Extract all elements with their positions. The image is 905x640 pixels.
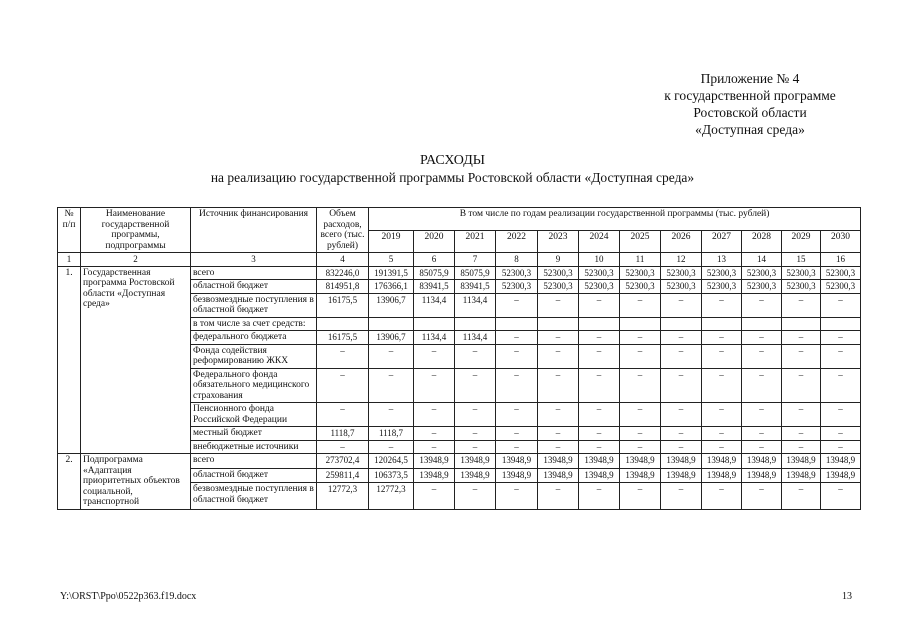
header-year: 2023 [538,230,579,253]
year-value: 52300,3 [821,280,861,294]
year-value: 52300,3 [742,280,782,294]
year-value: – [496,344,538,368]
year-value [620,317,661,331]
year-value: – [661,344,702,368]
year-value: – [821,344,861,368]
year-value: – [369,403,414,427]
table-row [58,266,861,280]
annex-line-3: Ростовской области [693,105,807,120]
year-value: 13948,9 [742,468,782,483]
year-value: 13948,9 [661,468,702,483]
year-value: – [538,293,579,317]
year-value: – [455,344,496,368]
year-value [414,317,455,331]
header-year: 2021 [455,230,496,253]
year-value: 52300,3 [782,280,821,294]
table-row [58,454,861,469]
year-value: – [414,483,455,509]
header-year: 2030 [821,230,861,253]
year-value: 1118,7 [369,427,414,441]
year-value: 52300,3 [821,266,861,280]
year-value: 52300,3 [702,266,742,280]
year-value: – [661,403,702,427]
year-value: 13906,7 [369,293,414,317]
total-value: 259811,4 [317,468,369,483]
expenses-table [57,207,861,510]
column-number: 7 [455,253,496,267]
year-value: 13948,9 [742,454,782,469]
year-value: – [455,403,496,427]
funding-source: всего [191,266,317,280]
year-value: – [496,483,538,509]
document-title [0,152,905,187]
year-value: – [661,440,702,454]
year-value: – [414,368,455,403]
year-value: 13906,7 [369,331,414,345]
year-value: 13948,9 [620,468,661,483]
title-line-1: РАСХОДЫ [420,153,485,168]
annex-line-2: к государственной программе [664,88,836,103]
annex-block [560,70,905,138]
year-value: – [579,403,620,427]
year-value: – [369,440,414,454]
column-number: 1 [58,253,81,267]
year-value: 13948,9 [455,454,496,469]
funding-source: безвозмездные поступления в областной бюджет [191,483,317,509]
year-value: 191391,5 [369,266,414,280]
year-value: 52300,3 [661,266,702,280]
year-value: 85075,9 [455,266,496,280]
year-value: 1134,4 [455,293,496,317]
footer-file-path: Y:\ORST\Ppo\0522p363.f19.docx [60,591,197,602]
funding-source: всего [191,454,317,469]
year-value: 1134,4 [455,331,496,345]
year-value: – [579,344,620,368]
year-value: – [455,483,496,509]
year-value: – [782,403,821,427]
year-value: – [538,403,579,427]
header-year: 2028 [742,230,782,253]
year-value: – [742,293,782,317]
year-value: – [661,293,702,317]
column-number: 4 [317,253,369,267]
year-value: 13948,9 [782,454,821,469]
row-number: 1. [58,266,81,454]
year-value: 52300,3 [702,280,742,294]
year-value: – [742,331,782,345]
year-value: – [702,331,742,345]
year-value: – [821,368,861,403]
header-year: 2027 [702,230,742,253]
year-value: – [369,368,414,403]
row-number: 2. [58,454,81,510]
year-value: 13948,9 [496,468,538,483]
year-value: – [661,368,702,403]
funding-source: областной бюджет [191,280,317,294]
total-value: 12772,3 [317,483,369,509]
year-value: – [538,483,579,509]
year-value [821,317,861,331]
year-value: 13948,9 [579,454,620,469]
year-value: – [414,344,455,368]
year-value: – [579,331,620,345]
year-value: – [821,440,861,454]
year-value: 52300,3 [496,266,538,280]
year-value [742,317,782,331]
year-value: – [742,483,782,509]
year-value: – [702,368,742,403]
year-value: 13948,9 [579,468,620,483]
year-value: 13948,9 [702,454,742,469]
year-value: 13948,9 [620,454,661,469]
year-value: 52300,3 [579,266,620,280]
year-value: – [538,427,579,441]
year-value: – [496,403,538,427]
year-value: – [414,440,455,454]
year-value: – [821,293,861,317]
column-number: 11 [620,253,661,267]
year-value: 120264,5 [369,454,414,469]
header-year: 2026 [661,230,702,253]
column-number: 9 [538,253,579,267]
year-value [455,317,496,331]
year-value: 13948,9 [782,468,821,483]
total-value: 273702,4 [317,454,369,469]
year-value: 13948,9 [455,468,496,483]
year-value: – [821,427,861,441]
year-value: – [496,368,538,403]
header-row-1 [58,208,861,231]
year-value: – [702,293,742,317]
year-value: – [661,331,702,345]
column-number: 2 [81,253,191,267]
column-number: 15 [782,253,821,267]
footer-page-number: 13 [842,591,852,602]
year-value: – [620,403,661,427]
year-value: – [702,344,742,368]
header-year: 2025 [620,230,661,253]
year-value: – [414,427,455,441]
header-year: 2024 [579,230,620,253]
year-value: 52300,3 [496,280,538,294]
total-value: – [317,344,369,368]
year-value: – [782,344,821,368]
year-value: – [702,483,742,509]
year-value: – [782,293,821,317]
funding-source: Федерального фонда обязательного медицинского страхования [191,368,317,403]
year-value: 52300,3 [742,266,782,280]
column-number: 6 [414,253,455,267]
year-value: – [782,368,821,403]
year-value: – [579,293,620,317]
header-source: Источник финансирования [191,208,317,253]
year-value: – [620,344,661,368]
year-value: – [579,483,620,509]
year-value: 1134,4 [414,331,455,345]
year-value: – [496,293,538,317]
year-value: 52300,3 [538,280,579,294]
year-value: 1134,4 [414,293,455,317]
year-value [579,317,620,331]
annex-line-4: «Доступная среда» [695,122,805,137]
column-number: 13 [702,253,742,267]
year-value: – [538,344,579,368]
column-number: 10 [579,253,620,267]
year-value: – [455,368,496,403]
year-value [661,317,702,331]
year-value: – [579,427,620,441]
year-value: – [782,483,821,509]
year-value: – [414,403,455,427]
year-value: 83941,5 [455,280,496,294]
year-value: 176366,1 [369,280,414,294]
year-value: 52300,3 [661,280,702,294]
header-years-group: В том числе по годам реализации государственной программы (тыс. рублей) [369,208,861,231]
year-value: 106373,5 [369,468,414,483]
year-value: 85075,9 [414,266,455,280]
year-value: – [496,440,538,454]
year-value: – [538,331,579,345]
year-value: – [742,344,782,368]
title-line-2: на реализацию государственной программы Ростовской области «Доступная среда» [210,170,695,185]
total-value: – [317,403,369,427]
year-value: – [620,427,661,441]
year-value: – [620,440,661,454]
year-value: 52300,3 [782,266,821,280]
year-value [782,317,821,331]
year-value: – [742,440,782,454]
funding-source: местный бюджет [191,427,317,441]
year-value: 83941,5 [414,280,455,294]
year-value [369,317,414,331]
year-value: – [702,427,742,441]
program-name: Государственная программа Ростовской области «Доступная среда» [81,266,191,454]
year-value: – [620,368,661,403]
column-number: 12 [661,253,702,267]
total-value: – [317,368,369,403]
column-number-row [58,253,861,267]
year-value: – [821,331,861,345]
year-value [538,317,579,331]
year-value: – [620,331,661,345]
year-value: 13948,9 [414,468,455,483]
year-value: 13948,9 [661,454,702,469]
year-value: – [455,440,496,454]
year-value: – [579,440,620,454]
funding-source: безвозмездные поступления в областной бюджет [191,293,317,317]
year-value: 13948,9 [538,454,579,469]
column-number: 8 [496,253,538,267]
year-value: – [579,368,620,403]
year-value: – [538,440,579,454]
header-year: 2022 [496,230,538,253]
year-value [496,317,538,331]
header-year: 2029 [782,230,821,253]
year-value: 52300,3 [620,266,661,280]
total-value: 16175,5 [317,293,369,317]
year-value: – [620,293,661,317]
funding-source: Фонда содействия реформированию ЖКХ [191,344,317,368]
header-year: 2019 [369,230,414,253]
column-number: 14 [742,253,782,267]
year-value: – [620,483,661,509]
year-value: 52300,3 [620,280,661,294]
year-value: 13948,9 [821,454,861,469]
year-value: 13948,9 [538,468,579,483]
year-value: – [782,331,821,345]
year-value: 12772,3 [369,483,414,509]
year-value: – [538,368,579,403]
column-number: 3 [191,253,317,267]
column-number: 16 [821,253,861,267]
header-year: 2020 [414,230,455,253]
funding-source: внебюджетные источники [191,440,317,454]
year-value [702,317,742,331]
column-number: 5 [369,253,414,267]
year-value: – [782,440,821,454]
header-name: Наименование государственной программы, подпрограммы [81,208,191,253]
year-value: – [702,403,742,427]
year-value: 13948,9 [496,454,538,469]
funding-source: федерального бюджета [191,331,317,345]
year-value: 13948,9 [414,454,455,469]
program-name: Подпрограмма «Адаптация приоритетных объектов социальной, транспортной [81,454,191,510]
header-volume: Объем расходов, всего (тыс. рублей) [317,208,369,253]
header-no: № п/п [58,208,81,253]
total-value: 16175,5 [317,331,369,345]
year-value: – [742,368,782,403]
total-value: 832246,0 [317,266,369,280]
funding-source: в том числе за счет средств: [191,317,317,331]
year-value: – [369,344,414,368]
funding-source: Пенсионного фонда Российской Федерации [191,403,317,427]
year-value: – [496,427,538,441]
total-value: 1118,7 [317,427,369,441]
total-value [317,317,369,331]
funding-source: областной бюджет [191,468,317,483]
year-value: – [782,427,821,441]
year-value: – [661,483,702,509]
year-value: 13948,9 [821,468,861,483]
total-value: – [317,440,369,454]
year-value: – [742,403,782,427]
year-value: – [702,440,742,454]
year-value: – [661,427,702,441]
year-value: 52300,3 [579,280,620,294]
total-value: 814951,8 [317,280,369,294]
year-value: – [821,483,861,509]
year-value: – [496,331,538,345]
year-value: 52300,3 [538,266,579,280]
year-value: – [455,427,496,441]
annex-line-1: Приложение № 4 [700,71,800,86]
year-value: 13948,9 [702,468,742,483]
year-value: – [742,427,782,441]
year-value: – [821,403,861,427]
